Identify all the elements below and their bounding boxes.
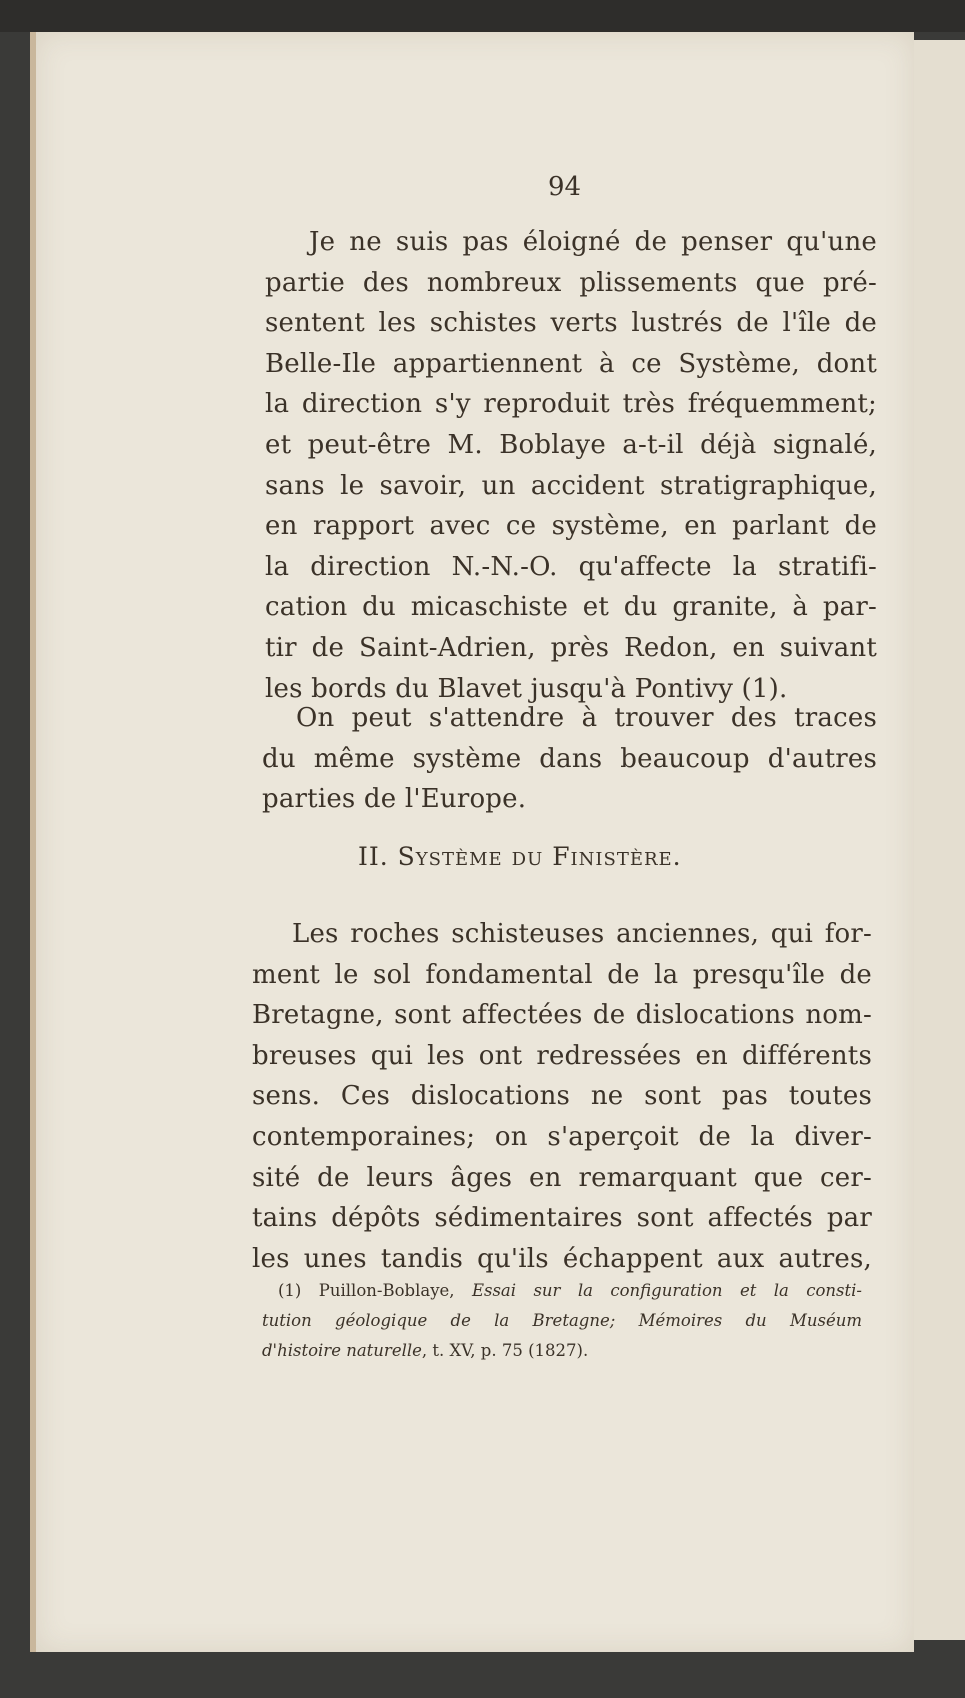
scan-border <box>0 0 965 32</box>
text-line: partie des nombreux plissements que pré- <box>265 267 877 298</box>
section-heading: II. Système du Finistère. <box>358 842 682 871</box>
footnote-author: (1) Puillon-Boblaye, <box>278 1281 472 1300</box>
footnote <box>262 1276 862 1366</box>
paragraph-3 <box>252 914 872 1279</box>
text-line: contemporaines; on s'aperçoit de la diver- <box>252 1121 872 1152</box>
facing-page-edge <box>905 40 965 1640</box>
text-line: parties de l'Europe. <box>262 784 527 815</box>
text-line: ment le sol fondamental de la presqu'île de <box>252 959 872 990</box>
text-line: Je ne suis pas éloigné de penser qu'une <box>309 227 877 257</box>
page-number: 94 <box>548 172 582 202</box>
text-line: cation du micaschiste et du granite, à par- <box>265 592 877 623</box>
text-line: sité de leurs âges en remarquant que cer- <box>252 1162 872 1193</box>
footnote-line <box>262 1276 862 1306</box>
footnote-line <box>262 1306 862 1336</box>
text-line: sans le savoir, un accident stratigraphique, <box>265 470 877 501</box>
text-line: la direction N.-N.-O. qu'affecte la stratifi- <box>265 551 877 582</box>
footnote-ref: , t. XV, p. 75 (1827). <box>421 1341 589 1360</box>
text-line: Belle-Ile appartiennent à ce Système, dont <box>265 348 877 379</box>
text-line: On peut s'attendre à trouver des traces <box>296 703 877 733</box>
text-line: breuses qui les ont redressées en différents <box>252 1040 872 1071</box>
text-line: tir de Saint-Adrien, près Redon, en suivant <box>265 632 877 663</box>
text-line: sens. Ces dislocations ne sont pas toutes <box>252 1081 872 1112</box>
text-line: la direction s'y reproduit très fréquemment; <box>265 389 877 420</box>
footnote-line <box>262 1336 862 1366</box>
text-line: tains dépôts sédimentaires sont affectés par <box>252 1203 872 1234</box>
text-line: les unes tandis qu'ils échappent aux autres, <box>252 1243 872 1274</box>
text-line: et peut-être M. Boblaye a-t-il déjà signalé, <box>265 429 877 460</box>
text-line: Les roches schisteuses anciennes, qui for- <box>292 919 872 949</box>
paragraph-1 <box>265 222 877 709</box>
footnote-journal: d'histoire naturelle <box>262 1341 422 1360</box>
text-line: sentent les schistes verts lustrés de l'île de <box>265 308 877 339</box>
footnote-title: Essai sur la configuration et la consti- <box>471 1281 863 1300</box>
text-line: en rapport avec ce système, en parlant de <box>265 511 877 542</box>
text-line: les bords du Blavet jusqu'à Pontivy (1). <box>265 673 788 704</box>
paragraph-2 <box>262 698 877 820</box>
text-line: Bretagne, sont affectées de dislocations nom- <box>252 1000 872 1031</box>
footnote-title-cont: tution géologique de la Bretagne; Mémoires du Muséum <box>262 1311 862 1330</box>
text-line: du même système dans beaucoup d'autres <box>262 743 877 774</box>
